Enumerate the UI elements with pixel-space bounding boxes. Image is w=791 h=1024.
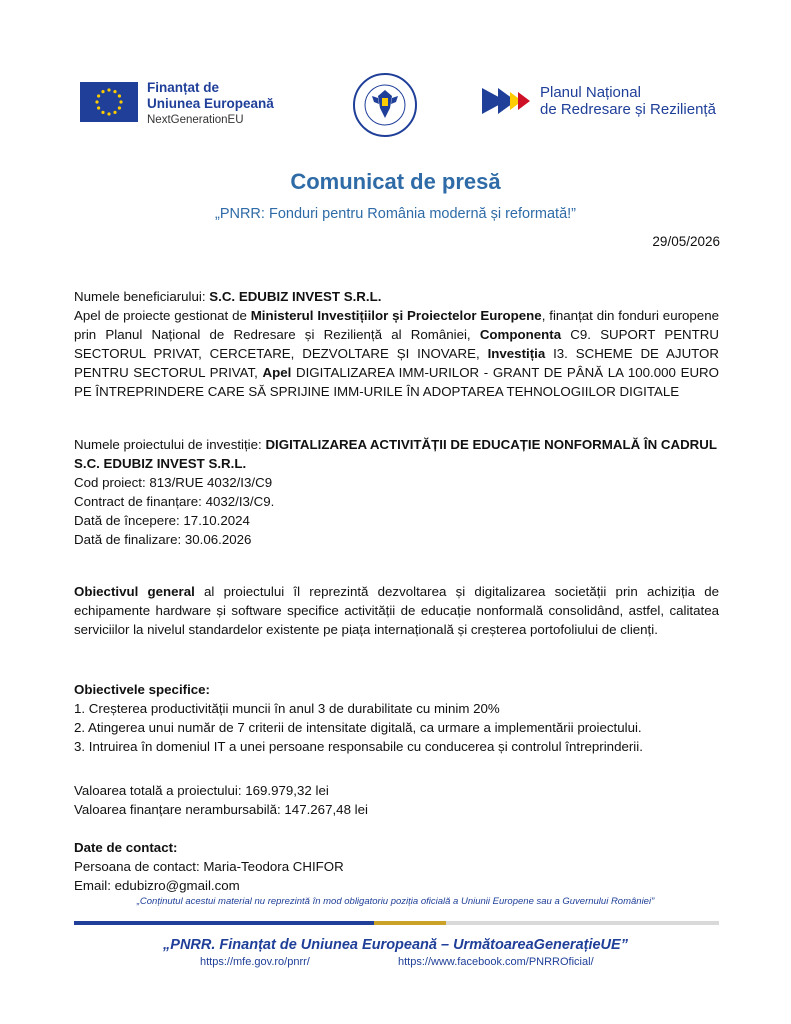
eu-funding-line3: NextGenerationEU bbox=[147, 114, 244, 126]
contact-person: Persoana de contact: Maria-Teodora CHIFOR bbox=[74, 859, 344, 874]
call-text-1: Apel de proiecte gestionat de bbox=[74, 308, 251, 323]
pnrr-logo-line1: Planul Național bbox=[540, 84, 641, 101]
contact-section bbox=[74, 838, 719, 895]
disclaimer-text: „Conținutul acestui material nu reprezintă în mod obligatoriu poziția oficială a Uniunii Europene sau a Guvernului României” bbox=[136, 896, 655, 907]
footer-link-facebook[interactable]: https://www.facebook.com/PNRROficial/ bbox=[398, 956, 594, 968]
specific-objectives bbox=[74, 680, 719, 756]
specific-objectives-heading: Obiectivele specifice: bbox=[74, 682, 210, 697]
government-seal-logo bbox=[352, 72, 418, 138]
call-text-3: C9. SUPORT PENTRU SECTORUL PRIVAT, CERCETARE, DEZVOLTARE ȘI INOVARE, bbox=[74, 327, 719, 361]
total-value: Valoarea totală a proiectului: 169.979,32 lei bbox=[74, 783, 329, 798]
contact-heading: Date de contact: bbox=[74, 840, 178, 855]
page-title: Comunicat de presă bbox=[290, 169, 501, 194]
project-end-date: Dată de finalizare: 30.06.2026 bbox=[74, 532, 252, 547]
call-apel-label: Apel bbox=[262, 365, 292, 380]
specific-objective-item: 2. Atingerea unui număr de 7 criterii de intensitate digitală, ca urmare a implementării proiectului. bbox=[74, 720, 642, 735]
general-objective-text: al proiectului îl reprezintă dezvoltarea și digitalizarea societății prin achiziția de echipamente hardware și software specifice activității de educație nonformală consolidând, astfel, calitatea serviciilor la nivelul standardelor existente pe piața internațională și creșterea portofoliului de clienți. bbox=[74, 584, 719, 637]
call-text-5: DIGITALIZAREA IMM-URILOR - GRANT DE PÂNĂ LA 100.000 EURO PE ÎNTREPRINDERE CARE SĂ SPRIJINE IMM-URILE ÎN ADOPTAREA TEHNOLOGIILOR DIGITALE bbox=[74, 365, 719, 399]
specific-objective-item: 1. Creșterea productivității muncii în anul 3 de durabilitate cu minim 20% bbox=[74, 701, 500, 716]
general-objective-label: Obiectivul general bbox=[74, 584, 195, 599]
call-ministry: Ministerul Investițiilor și Proiectelor Europene bbox=[250, 308, 542, 323]
page-subtitle: „PNRR: Fonduri pentru România modernă și reformată!” bbox=[214, 206, 577, 222]
footer-divider bbox=[74, 921, 719, 925]
project-contract: Contract de finanțare: 4032/I3/C9. bbox=[74, 494, 275, 509]
pnrr-logo-mark bbox=[482, 86, 534, 116]
general-objective bbox=[74, 582, 719, 639]
eu-funding-line2: Uniunea Europeană bbox=[147, 96, 274, 111]
footer-title: „PNRR. Finanțat de Uniunea Europeană – UrmătoareaGenerațieUE” bbox=[163, 937, 628, 953]
project-section bbox=[74, 435, 719, 549]
project-name-line bbox=[74, 435, 719, 473]
project-name: DIGITALIZAREA ACTIVITĂȚII DE EDUCAȚIE NONFORMALĂ ÎN CADRUL S.C. EDUBIZ INVEST S.R.L. bbox=[74, 437, 717, 471]
pnrr-logo-label bbox=[540, 84, 716, 118]
beneficiary-name: S.C. EDUBIZ INVEST S.R.L. bbox=[209, 289, 382, 304]
eu-funding-line1: Finanțat de bbox=[147, 80, 220, 95]
specific-objective-item: 3. Intruirea în domeniul IT a unei persoane responsabile cu conducerea și controlul întreprinderii. bbox=[74, 739, 643, 754]
pnrr-logo-line2: de Redresare și Reziliență bbox=[540, 101, 716, 118]
beneficiary-line bbox=[74, 287, 719, 306]
project-name-label: Numele proiectului de investiție: bbox=[74, 437, 266, 452]
call-description bbox=[74, 306, 719, 401]
call-text-2: , finanțat din fonduri europene prin Planul Național de Redresare și Reziliență al României, bbox=[74, 308, 719, 342]
call-component-label: Componenta bbox=[479, 327, 562, 342]
eu-funding-label bbox=[147, 80, 274, 129]
project-code: Cod proiect: 813/RUE 4032/I3/C9 bbox=[74, 475, 273, 490]
call-text-4: I3. SCHEME DE AJUTOR PENTRU SECTORUL PRIVAT, bbox=[74, 346, 719, 380]
nonrefundable-value: Valoarea finanțare nerambursabilă: 147.267,48 lei bbox=[74, 802, 368, 817]
publication-date: 29/05/2026 bbox=[652, 234, 720, 249]
project-start-date: Dată de începere: 17.10.2024 bbox=[74, 513, 250, 528]
project-values bbox=[74, 781, 719, 819]
beneficiary-label: Numele beneficiarului: bbox=[74, 289, 210, 304]
contact-email: Email: edubizro@gmail.com bbox=[74, 878, 240, 893]
eu-flag-logo bbox=[80, 82, 138, 122]
call-investment-label: Investiția bbox=[487, 346, 546, 361]
footer-link-mfe[interactable]: https://mfe.gov.ro/pnrr/ bbox=[200, 956, 310, 968]
beneficiary-section bbox=[74, 287, 719, 401]
